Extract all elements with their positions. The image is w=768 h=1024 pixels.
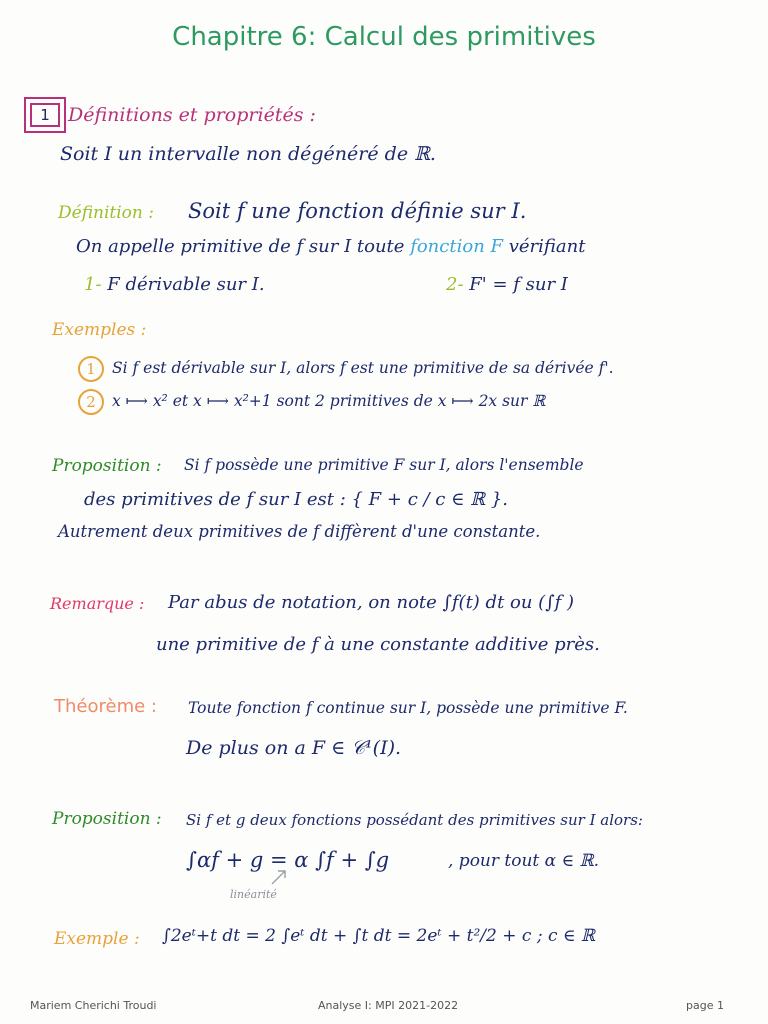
proposition1-line1: Si f possède une primitive F sur I, alors l'ensemble bbox=[184, 456, 584, 474]
proposition1-label: Proposition : bbox=[52, 456, 162, 476]
exemple-number-1: 1 bbox=[78, 356, 104, 382]
proposition1-line3: Autrement deux primitives de f diffèrent d'une constante. bbox=[58, 522, 541, 541]
proposition2-quantifier: , pour tout α ∈ ℝ. bbox=[448, 851, 600, 871]
section-title: Définitions et propriétés : bbox=[68, 104, 316, 126]
definition-fonction-F: fonction F bbox=[410, 236, 503, 257]
section-intro: Soit I un intervalle non dégénéré de ℝ. bbox=[60, 143, 436, 165]
exemple-number-2: 2 bbox=[78, 389, 104, 415]
definition-line2-a: On appelle primitive de f sur I toute bbox=[76, 236, 405, 257]
proposition2-formula: ∫αf + g = α ∫f + ∫g bbox=[186, 848, 390, 872]
cond1-number: 1- bbox=[84, 274, 102, 295]
cond1-text: F dérivable sur I. bbox=[107, 274, 265, 295]
exemple-item-1 bbox=[78, 356, 614, 382]
footer-page: page 1 bbox=[686, 999, 724, 1012]
exemple-text-2: x ⟼ x² et x ⟼ x²+1 sont 2 primitives de x ⟼ 2x sur ℝ bbox=[112, 392, 546, 410]
footer-author: Mariem Cherichi Troudi bbox=[30, 999, 157, 1012]
exemple-formula: ∫2eᵗ+t dt = 2 ∫eᵗ dt + ∫t dt = 2eᵗ + t²/2 + c ; c ∈ ℝ bbox=[162, 926, 595, 946]
theoreme-line2: De plus on a F ∈ 𝒞¹(I). bbox=[186, 737, 402, 759]
exemples-label: Exemples : bbox=[52, 320, 147, 340]
remarque-label: Remarque : bbox=[50, 594, 145, 613]
proposition1-line2: des primitives de f sur I est : { F + c / c ∈ ℝ }. bbox=[84, 489, 508, 510]
exemple-label: Exemple : bbox=[54, 929, 140, 949]
footer-course: Analyse I: MPI 2021-2022 bbox=[318, 999, 459, 1012]
remarque-line1: Par abus de notation, on note ∫f(t) dt ou (∫f ) bbox=[168, 592, 574, 613]
definition-label: Définition : bbox=[58, 203, 154, 223]
section-number: 1 bbox=[30, 103, 60, 127]
theoreme-label: Théorème : bbox=[54, 696, 157, 717]
definition-cond1 bbox=[84, 274, 265, 295]
definition-line2 bbox=[76, 236, 585, 257]
proposition2-label: Proposition : bbox=[52, 809, 162, 829]
definition-line1: Soit f une fonction définie sur I. bbox=[188, 199, 527, 223]
linearite-note: linéarité bbox=[230, 888, 277, 901]
arrow-icon bbox=[270, 868, 288, 886]
exemple-text-1: Si f est dérivable sur I, alors f est une primitive de sa dérivée f'. bbox=[112, 359, 614, 377]
proposition2-line1: Si f et g deux fonctions possédant des primitives sur I alors: bbox=[186, 811, 643, 829]
section-number-box bbox=[24, 97, 66, 133]
definition-cond2 bbox=[446, 274, 568, 295]
cond2-text: F' = f sur I bbox=[469, 274, 568, 295]
page-title: Chapitre 6: Calcul des primitives bbox=[172, 22, 596, 52]
cond2-number: 2- bbox=[446, 274, 464, 295]
theoreme-line1: Toute fonction f continue sur I, possède une primitive F. bbox=[188, 699, 628, 717]
definition-line2-c: vérifiant bbox=[508, 236, 586, 257]
remarque-line2: une primitive de f à une constante additive près. bbox=[156, 634, 600, 655]
exemple-item-2 bbox=[78, 389, 545, 415]
